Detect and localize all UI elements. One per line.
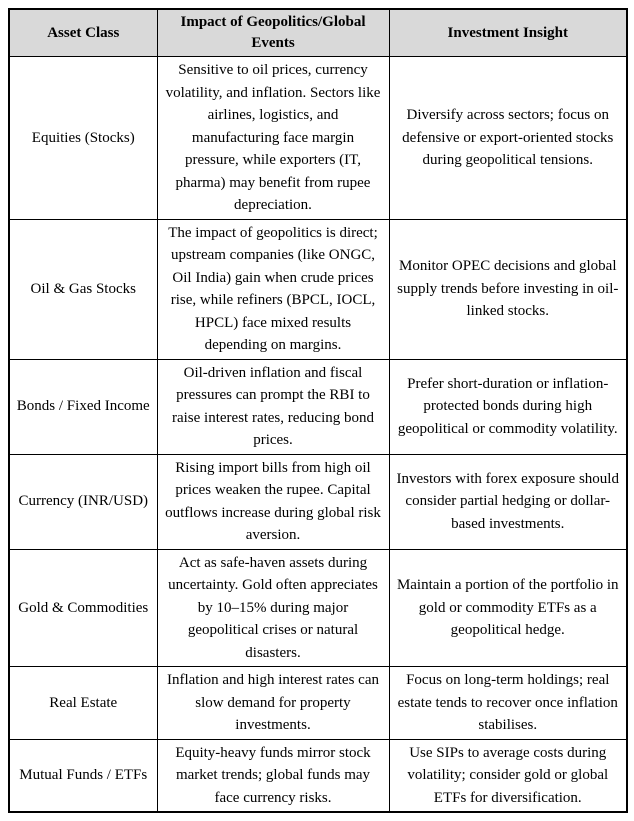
cell-impact: The impact of geopolitics is direct; upstream companies (like ONGC, Oil India) gain when crude prices rise, while refiners (BPCL, IOCL, HPCL) face mixed results depending on margins. <box>157 219 389 359</box>
cell-impact: Inflation and high interest rates can slow demand for property investments. <box>157 667 389 740</box>
asset-impact-table <box>8 8 628 813</box>
cell-asset-class: Oil & Gas Stocks <box>9 219 157 359</box>
cell-insight: Monitor OPEC decisions and global supply trends before investing in oil-linked stocks. <box>389 219 627 359</box>
table-row <box>9 57 627 220</box>
header-cell-insight: Investment Insight <box>389 9 627 57</box>
cell-insight: Focus on long-term holdings; real estate tends to recover once inflation stabilises. <box>389 667 627 740</box>
cell-insight: Prefer short-duration or inflation-protected bonds during high geopolitical or commodity volatility. <box>389 359 627 454</box>
header-cell-impact: Impact of Geopolitics/Global Events <box>157 9 389 57</box>
cell-impact: Sensitive to oil prices, currency volatility, and inflation. Sectors like airlines, logistics, and manufacturing face margin pressure, while exporters (IT, pharma) may benefit from rupee depreciation. <box>157 57 389 220</box>
table-row <box>9 219 627 359</box>
table-row <box>9 359 627 454</box>
header-cell-asset-class: Asset Class <box>9 9 157 57</box>
cell-insight: Use SIPs to average costs during volatility; consider gold or global ETFs for diversification. <box>389 739 627 812</box>
cell-insight: Maintain a portion of the portfolio in gold or commodity ETFs as a geopolitical hedge. <box>389 549 627 667</box>
cell-impact: Equity-heavy funds mirror stock market trends; global funds may face currency risks. <box>157 739 389 812</box>
cell-insight: Investors with forex exposure should consider partial hedging or dollar-based investments. <box>389 454 627 549</box>
cell-impact: Oil-driven inflation and fiscal pressures can prompt the RBI to raise interest rates, reducing bond prices. <box>157 359 389 454</box>
cell-asset-class: Mutual Funds / ETFs <box>9 739 157 812</box>
cell-insight: Diversify across sectors; focus on defensive or export-oriented stocks during geopolitical tensions. <box>389 57 627 220</box>
cell-asset-class: Gold & Commodities <box>9 549 157 667</box>
header-row <box>9 9 627 57</box>
cell-asset-class: Bonds / Fixed Income <box>9 359 157 454</box>
cell-asset-class: Real Estate <box>9 667 157 740</box>
cell-asset-class: Equities (Stocks) <box>9 57 157 220</box>
table-row <box>9 454 627 549</box>
cell-impact: Rising import bills from high oil prices weaken the rupee. Capital outflows increase during global risk aversion. <box>157 454 389 549</box>
table-row <box>9 549 627 667</box>
cell-impact: Act as safe-haven assets during uncertainty. Gold often appreciates by 10–15% during major geopolitical crises or natural disasters. <box>157 549 389 667</box>
table-row <box>9 667 627 740</box>
table-row <box>9 739 627 812</box>
cell-asset-class: Currency (INR/USD) <box>9 454 157 549</box>
